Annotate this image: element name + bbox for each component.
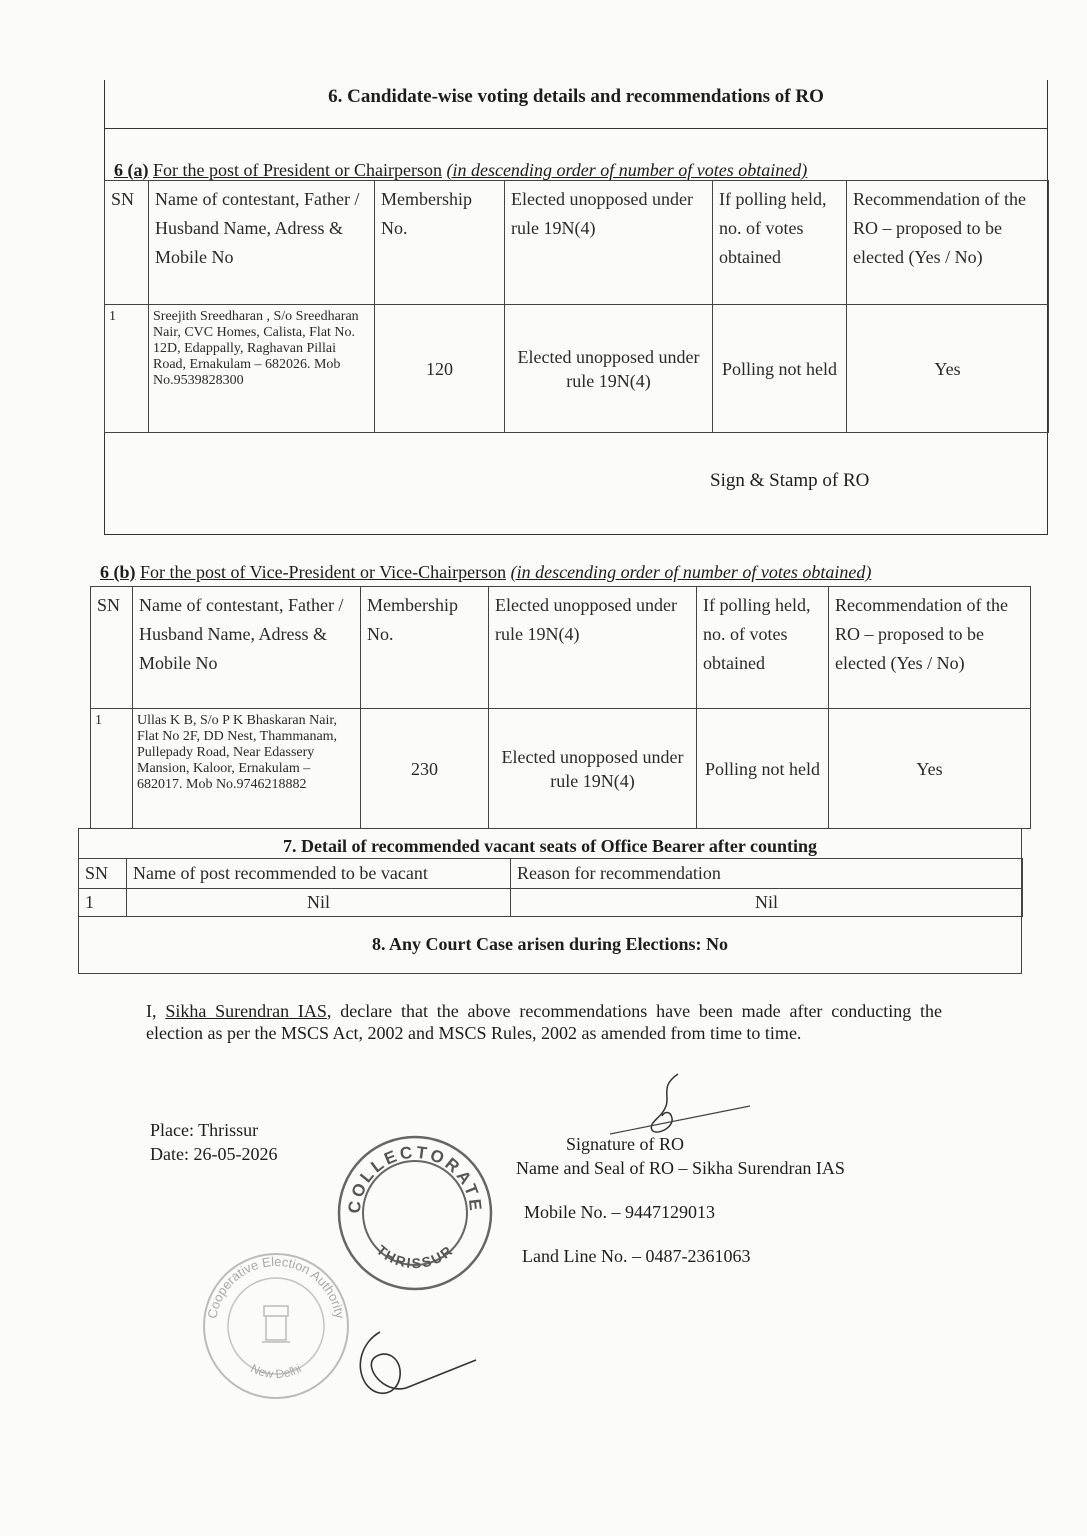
landline-number: Land Line No. – 0487-2361063 xyxy=(522,1246,751,1266)
section-6a-caption xyxy=(114,160,807,181)
section-6a-note: (in descending order of number of votes obtained) xyxy=(446,160,808,180)
row-name: Ullas K B, S/o P K Bhaskaran Nair, Flat No 2F, DD Nest, Thammanam, Pullepady Road, Near Edassery Mansion, Kaloor, Ernakulam – 682017. Mob No.9746218882 xyxy=(133,709,361,829)
divider xyxy=(104,128,1048,129)
header-membership: Membership No. xyxy=(375,181,505,305)
svg-text:THRISSUR: THRISSUR xyxy=(373,1241,457,1272)
table-row xyxy=(79,889,1023,917)
row-reason: Nil xyxy=(511,889,1023,917)
header-recommendation: Recommendation of the RO – proposed to be elected (Yes / No) xyxy=(847,181,1049,305)
row-membership: 120 xyxy=(375,305,505,433)
table-header-row xyxy=(91,587,1031,709)
header-polling: If polling held, no. of votes obtained xyxy=(713,181,847,305)
declaration-text: , declare that the above recommendations have been made after conducting the election as per the MSCS Act, 2002 and MSCS Rules, 2002 as amended from time to time. xyxy=(146,1001,943,1043)
sign-stamp-label: Sign & Stamp of RO xyxy=(710,470,870,491)
row-sn: 1 xyxy=(91,709,133,829)
section-6-title: 6. Candidate-wise voting details and recommendations of RO xyxy=(328,86,824,107)
declaration xyxy=(146,1000,942,1044)
mobile-number: Mobile No. – 9447129013 xyxy=(524,1202,715,1222)
president-table xyxy=(104,180,1049,433)
place: Place: Thrissur xyxy=(150,1120,259,1140)
row-sn: 1 xyxy=(105,305,149,433)
header-name: Name of contestant, Father / Husband Name, Adress & Mobile No xyxy=(133,587,361,709)
header-elected: Elected unopposed under rule 19N(4) xyxy=(505,181,713,305)
row-name: Sreejith Sreedharan , S/o Sreedharan Nair, CVC Homes, Calista, Flat No. 12D, Edappally, Raghavan Pillai Road, Ernakulam – 682026. Mob No.9539828300 xyxy=(149,305,375,433)
header-post: Name of post recommended to be vacant xyxy=(127,859,511,889)
section-7-title: 7. Detail of recommended vacant seats of Office Bearer after counting xyxy=(282,836,818,856)
header-name: Name of contestant, Father / Husband Name, Adress & Mobile No xyxy=(149,181,375,305)
row-recommendation: Yes xyxy=(847,305,1049,433)
svg-text:Cooperative Election Authority: Cooperative Election Authority xyxy=(204,1253,348,1320)
header-elected: Elected unopposed under rule 19N(4) xyxy=(489,587,697,709)
header-polling: If polling held, no. of votes obtained xyxy=(697,587,829,709)
vice-president-table xyxy=(90,586,1031,829)
table-header-row xyxy=(105,181,1049,305)
row-post: Nil xyxy=(127,889,511,917)
row-polling: Polling not held xyxy=(697,709,829,829)
row-polling: Polling not held xyxy=(713,305,847,433)
section-6b-caption xyxy=(100,562,871,583)
header-recommendation: Recommendation of the RO – proposed to be elected (Yes / No) xyxy=(829,587,1031,709)
header-sn: SN xyxy=(91,587,133,709)
header-reason: Reason for recommendation xyxy=(511,859,1023,889)
row-sn: 1 xyxy=(79,889,127,917)
handwritten-signature-image xyxy=(336,1318,486,1418)
row-membership: 230 xyxy=(361,709,489,829)
ro-signature-image xyxy=(600,1066,760,1146)
section-6b-post: For the post of Vice-President or Vice-Chairperson xyxy=(140,562,507,582)
date: Date: 26-05-2026 xyxy=(150,1144,278,1164)
header-sn: SN xyxy=(105,181,149,305)
section-6b-note: (in descending order of number of votes obtained) xyxy=(510,562,872,582)
row-recommendation: Yes xyxy=(829,709,1031,829)
name-seal: Name and Seal of RO – Sikha Surendran IAS xyxy=(516,1158,845,1178)
section-8-title: 8. Any Court Case arisen during Elections: No xyxy=(371,934,728,954)
declaration-prefix: I, xyxy=(146,1001,157,1021)
svg-text:COLLECTORATE: COLLECTORATE xyxy=(344,1142,486,1215)
declaration-name: Sikha Surendran IAS xyxy=(165,1001,327,1021)
header-membership: Membership No. xyxy=(361,587,489,709)
header-sn: SN xyxy=(79,859,127,889)
section-6a-post: For the post of President or Chairperson xyxy=(153,160,442,180)
section-6b-label: 6 (b) xyxy=(100,562,136,582)
signature-label: Signature of RO xyxy=(566,1134,684,1154)
section-6a-label: 6 (a) xyxy=(114,160,149,180)
election-authority-seal-stamp xyxy=(196,1246,356,1406)
svg-text:New Delhi: New Delhi xyxy=(248,1361,304,1382)
table-header-row xyxy=(79,859,1023,889)
row-elected: Elected unopposed under rule 19N(4) xyxy=(505,305,713,433)
vacant-seats-table xyxy=(78,858,1023,917)
emblem-icon xyxy=(262,1306,290,1342)
table-row xyxy=(91,709,1031,829)
row-elected: Elected unopposed under rule 19N(4) xyxy=(489,709,697,829)
table-row xyxy=(105,305,1049,433)
